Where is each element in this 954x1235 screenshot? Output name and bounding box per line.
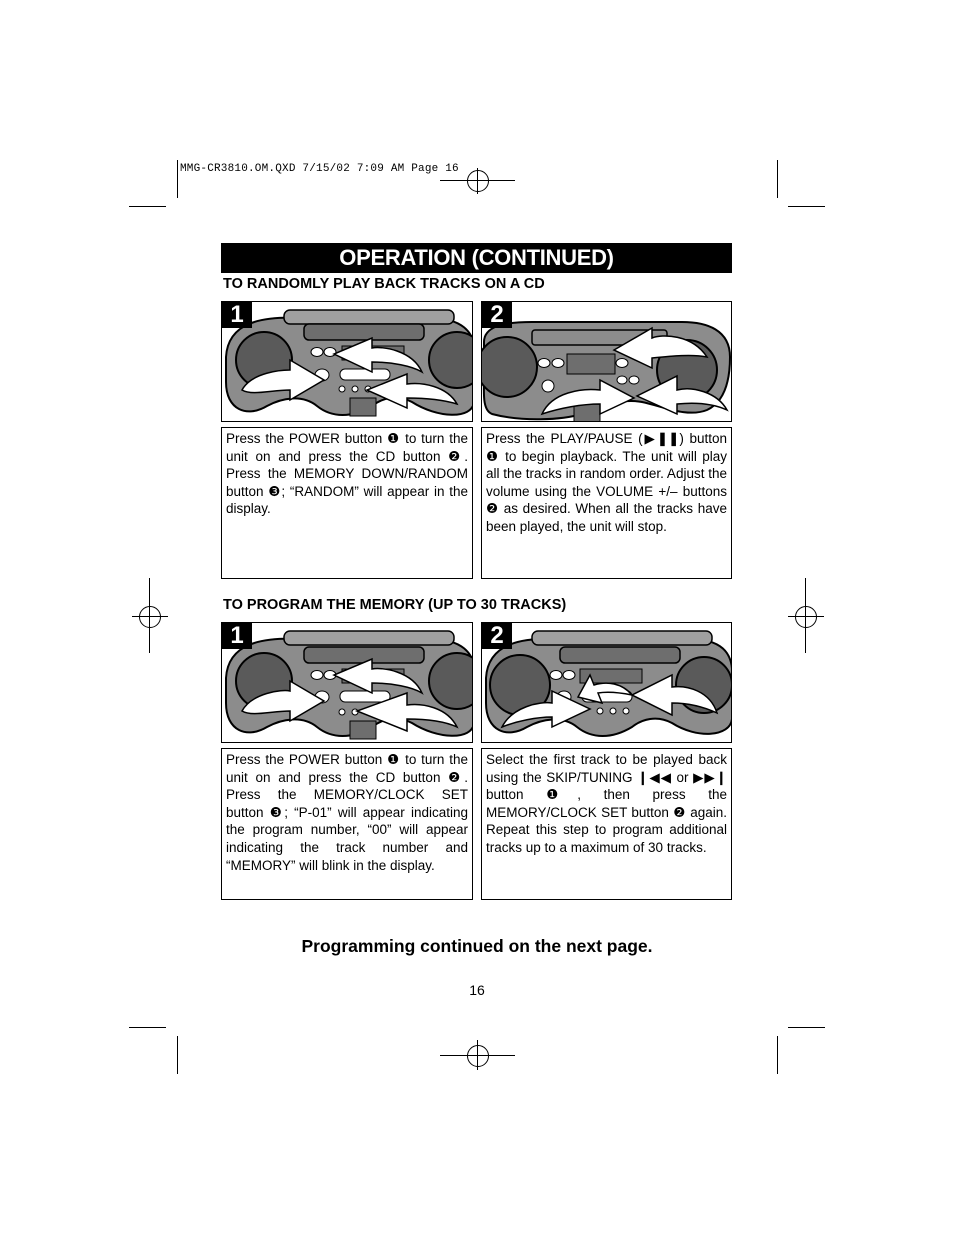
crop-mark bbox=[788, 206, 825, 207]
step-number: 1 bbox=[222, 302, 252, 328]
crop-mark bbox=[129, 206, 166, 207]
crop-mark bbox=[788, 1027, 825, 1028]
step-number: 1 bbox=[222, 623, 252, 649]
crop-mark bbox=[177, 160, 178, 198]
illustration-random-step-1 bbox=[221, 301, 473, 422]
illustration-random-step-2 bbox=[481, 301, 732, 422]
page-number: 16 bbox=[469, 982, 485, 998]
registration-mark-circle bbox=[467, 1045, 489, 1067]
section-heading-random: TO RANDOMLY PLAY BACK TRACKS ON A CD bbox=[223, 276, 545, 292]
boombox-illustration bbox=[222, 623, 473, 743]
illustration-program-step-1 bbox=[221, 622, 473, 743]
instruction-text-program-step-2: Select the first track to be played back using the SKIP/TUNING ❙◀◀ or ▶▶❙ button ❶, then press the MEMORY/CLOCK SET button ❷ again. Repeat this step to program additional tracks up to a maximum of 30 tracks. bbox=[481, 748, 732, 900]
crop-mark bbox=[129, 1027, 166, 1028]
registration-mark-circle bbox=[795, 606, 817, 628]
registration-mark-circle bbox=[139, 606, 161, 628]
crop-mark bbox=[777, 160, 778, 198]
page-title: OPERATION (CONTINUED) bbox=[221, 243, 732, 273]
crop-mark bbox=[177, 1036, 178, 1074]
boombox-illustration bbox=[482, 623, 732, 743]
continued-note: Programming continued on the next page. bbox=[301, 936, 653, 956]
step-number: 2 bbox=[482, 623, 512, 649]
print-slug: MMG-CR3810.OM.QXD 7/15/02 7:09 AM Page 16 bbox=[180, 163, 459, 175]
illustration-program-step-2 bbox=[481, 622, 732, 743]
instruction-text-random-step-2: Press the PLAY/PAUSE (▶❚❚) button ❶ to begin playback. The unit will play all the tracks in random order. Adjust the volume using the VOLUME +/– buttons ❷ as desired. When all the tracks have been played, the unit will stop. bbox=[481, 427, 732, 579]
boombox-illustration bbox=[222, 302, 473, 422]
instruction-text-random-step-1: Press the POWER button ❶ to turn the unit on and press the CD button ❷. Press the MEMORY DOWN/RANDOM button ❸; “RANDOM” will appear in the display. bbox=[221, 427, 473, 579]
section-heading-program: TO PROGRAM THE MEMORY (UP TO 30 TRACKS) bbox=[223, 597, 567, 613]
registration-mark-circle bbox=[467, 170, 489, 192]
step-number: 2 bbox=[482, 302, 512, 328]
boombox-illustration bbox=[482, 302, 732, 422]
crop-mark bbox=[777, 1036, 778, 1074]
instruction-text-program-step-1: Press the POWER button ❶ to turn the unit on and press the CD button ❷. Press the MEMORY/CLOCK SET button ❸; “P-01” will appear indicating the program number, “00” will appear indicating the track number and “MEMORY” will blink in the display. bbox=[221, 748, 473, 900]
